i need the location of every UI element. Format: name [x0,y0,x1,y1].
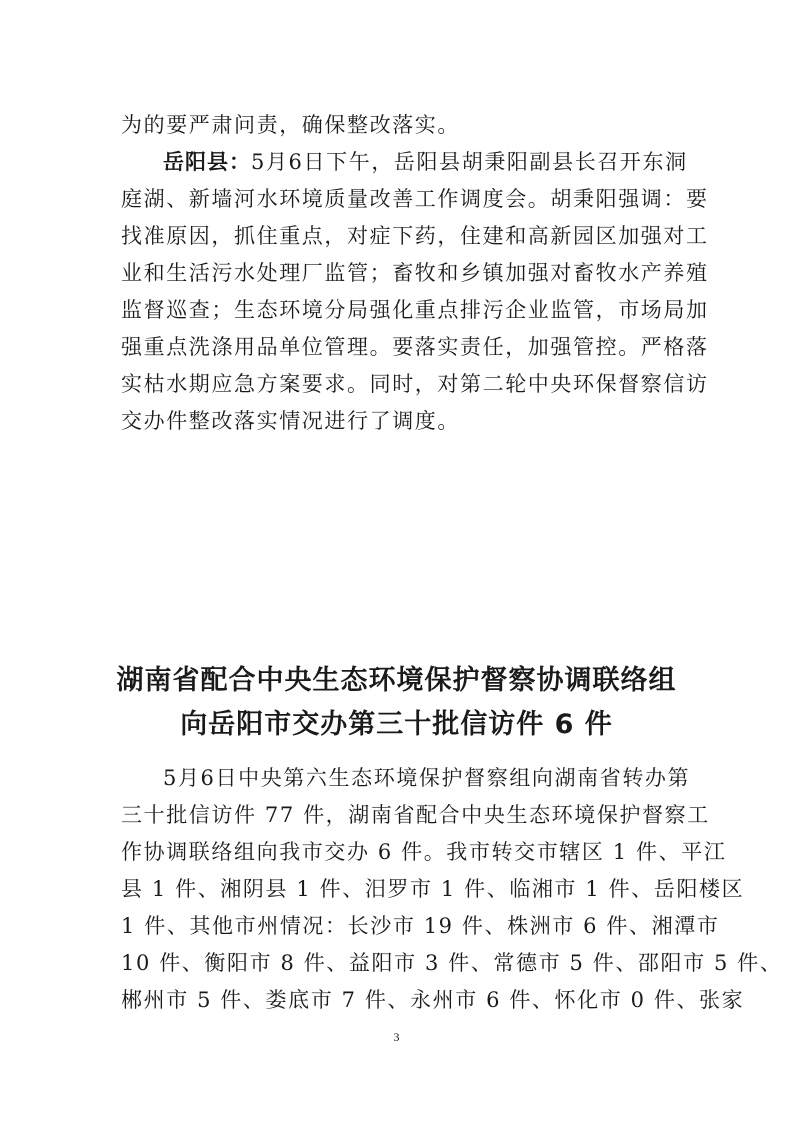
paragraph-line: 10 件、衡阳市 8 件、益阳市 3 件、常德市 5 件、邵阳市 5 件、 [121,951,783,975]
paragraph-line [163,152,688,173]
county-label: 岳阳县： [163,150,251,174]
paragraph-line: 1 件、其他市州情况：长沙市 19 件、株洲市 6 件、湘潭市 [121,914,720,938]
paragraph-line: 实枯水期应急方案要求。同时，对第二轮中央环保督察信访 [121,372,709,396]
paragraph-line: 5月6日中央第六生态环境保护督察组向湖南省转办第 [163,766,691,790]
paragraph-line: 业和生活污水处理厂监管；畜牧和乡镇加强对畜牧水产养殖 [121,261,709,285]
paragraph-line: 监督巡查；生态环境分局强化重点排污企业监管，市场局加 [121,298,709,322]
section-title: 向岳阳市交办第三十批信访件 6 件 [180,709,613,740]
paragraph-line: 强重点洗涤用品单位管理。要落实责任，加强管控。严格落 [121,335,709,359]
paragraph-line: 郴州市 5 件、娄底市 7 件、永州市 6 件、怀化市 0 件、张家 [121,988,745,1012]
paragraph-line: 三十批信访件 77 件，湖南省配合中央生态环境保护督察工 [121,803,710,827]
section-title: 湖南省配合中央生态环境保护督察协调联络组 [116,665,677,696]
paragraph-line: 作协调联络组向我市交办 6 件。我市转交市辖区 1 件、平江 [121,840,727,864]
paragraph-line: 庭湖、新墙河水环境质量改善工作调度会。胡秉阳强调：要 [121,187,709,211]
paragraph-line: 交办件整改落实情况进行了调度。 [121,409,460,433]
paragraph-line: 为的要严肃问责，确保整改落实。 [121,113,460,137]
paragraph-line: 找准原因，抓住重点，对症下药，住建和高新园区加强对工 [121,224,709,248]
paragraph-line: 县 1 件、湘阴县 1 件、汨罗市 1 件、临湘市 1 件、岳阳楼区 [121,877,745,901]
page-number: 3 [393,1030,400,1044]
paragraph-text: 5月6日下午，岳阳县胡秉阳副县长召开东洞 [251,150,688,174]
